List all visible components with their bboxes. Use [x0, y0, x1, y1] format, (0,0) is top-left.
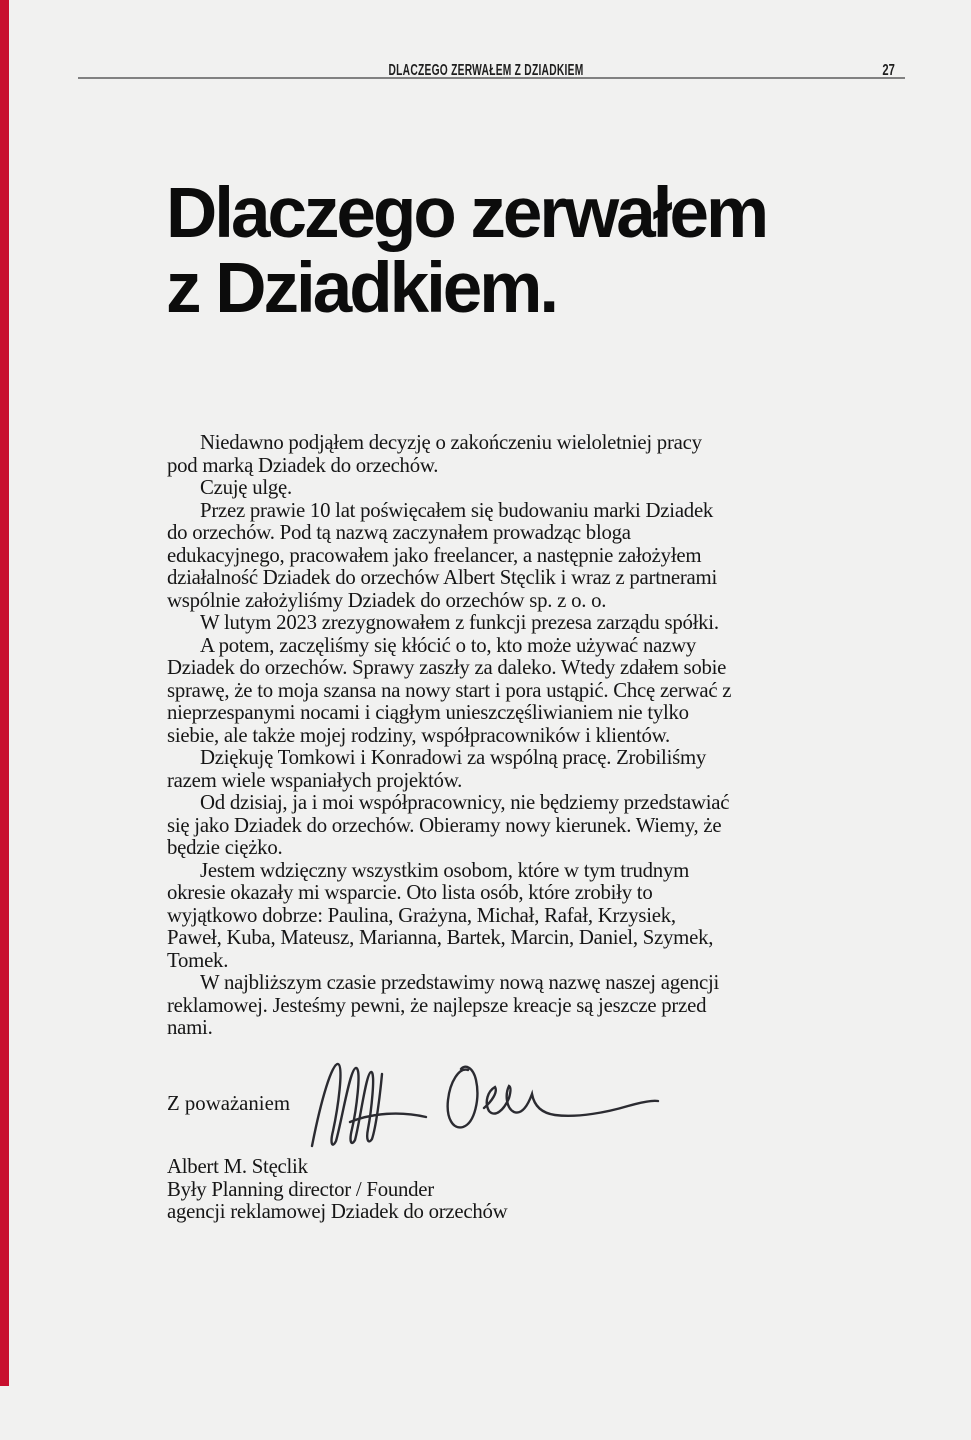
- letter-line: wspólnie założyliśmy Dziadek do orzechów sp. z o. o.: [167, 588, 607, 612]
- letter-line: Jestem wdzięczny wszystkim osobom, które w tym trudnym: [200, 858, 690, 882]
- page-number: 27: [882, 62, 895, 79]
- left-accent-bar: [0, 0, 9, 1386]
- footer-name: Albert M. Stęclik: [167, 1155, 308, 1178]
- letter-line: Paweł, Kuba, Mateusz, Marianna, Bartek, Marcin, Daniel, Szymek,: [167, 926, 714, 949]
- letter-line: Dziadek do orzechów. Sprawy zaszły za daleko. Wtedy zdałem sobie: [167, 656, 727, 679]
- letter-line: wyjątkowo dobrze: Paulina, Grażyna, Michał, Rafał, Krzysiek,: [167, 903, 676, 927]
- letter-line: do orzechów. Pod tą nazwą zaczynałem prowadząc bloga: [167, 521, 631, 544]
- letter-line: razem wiele wspaniałych projektów.: [167, 768, 463, 792]
- page-header: [0, 63, 971, 83]
- letter-body: [167, 432, 847, 1040]
- letter-line: Niedawno podjąłem decyzję o zakończeniu wieloletniej pracy: [200, 431, 702, 454]
- letter-line: okresie okazały mi wsparcie. Oto lista osób, które zrobiły to: [167, 881, 653, 904]
- footer-company: agencji reklamowej Dziadek do orzechów: [167, 1200, 508, 1223]
- article-title-line-1: Dlaczego zerwałem: [166, 174, 767, 253]
- letter-line: reklamowej. Jesteśmy pewni, że najlepsze kreacje są jeszcze przed: [167, 993, 707, 1017]
- letter-line: sprawę, że to moja szansa na nowy start i pora ustąpić. Chcę zerwać z: [167, 678, 732, 702]
- letter-line: Dziękuję Tomkowi i Konradowi za wspólną pracę. Zrobiliśmy: [200, 746, 707, 769]
- signature-scribble: [308, 1056, 660, 1156]
- salutation: Z poważaniem: [167, 1092, 290, 1115]
- letter-line: działalność Dziadek do orzechów Albert Stęclik i wraz z partnerami: [167, 566, 717, 589]
- letter-line: W najbliższym czasie przedstawimy nową nazwę naszej agencji: [200, 971, 720, 994]
- letter-line: Przez prawie 10 lat poświęcałem się budowaniu marki Dziadek: [200, 498, 714, 522]
- letter-line: będzie ciężko.: [167, 836, 283, 859]
- letter-line: nieprzespanymi nocami i ciągłym unieszczęśliwianiem nie tylko: [167, 701, 689, 724]
- header-rule: [78, 77, 905, 79]
- letter-line: pod marką Dziadek do orzechów.: [167, 453, 439, 477]
- letter-line: Tomek.: [167, 948, 229, 972]
- letter-line: nami.: [167, 1016, 213, 1039]
- article-title-line-2: z Dziadkiem.: [166, 249, 557, 328]
- letter-line: Od dzisiaj, ja i moi współpracownicy, nie będziemy przedstawiać: [200, 791, 730, 814]
- letter-line: Czuję ulgę.: [200, 476, 292, 499]
- letter-line: A potem, zaczęliśmy się kłócić o to, kto może używać nazwy: [200, 633, 697, 657]
- footer-block: [167, 1156, 507, 1224]
- letter-line: edukacyjnego, pracowałem jako freelancer, a następnie założyłem: [167, 543, 702, 567]
- article-title: [166, 176, 766, 326]
- letter-line: siebie, ale także mojej rodziny, współpracowników i klientów.: [167, 723, 670, 747]
- running-title: DLACZEGO ZERWAŁEM Z DZIADKIEM: [388, 62, 583, 79]
- footer-role: Były Planning director / Founder: [167, 1177, 434, 1201]
- letter-line: W lutym 2023 zrezygnowałem z funkcji prezesa zarządu spółki.: [200, 611, 719, 634]
- letter-line: się jako Dziadek do orzechów. Obieramy nowy kierunek. Wiemy, że: [167, 813, 722, 837]
